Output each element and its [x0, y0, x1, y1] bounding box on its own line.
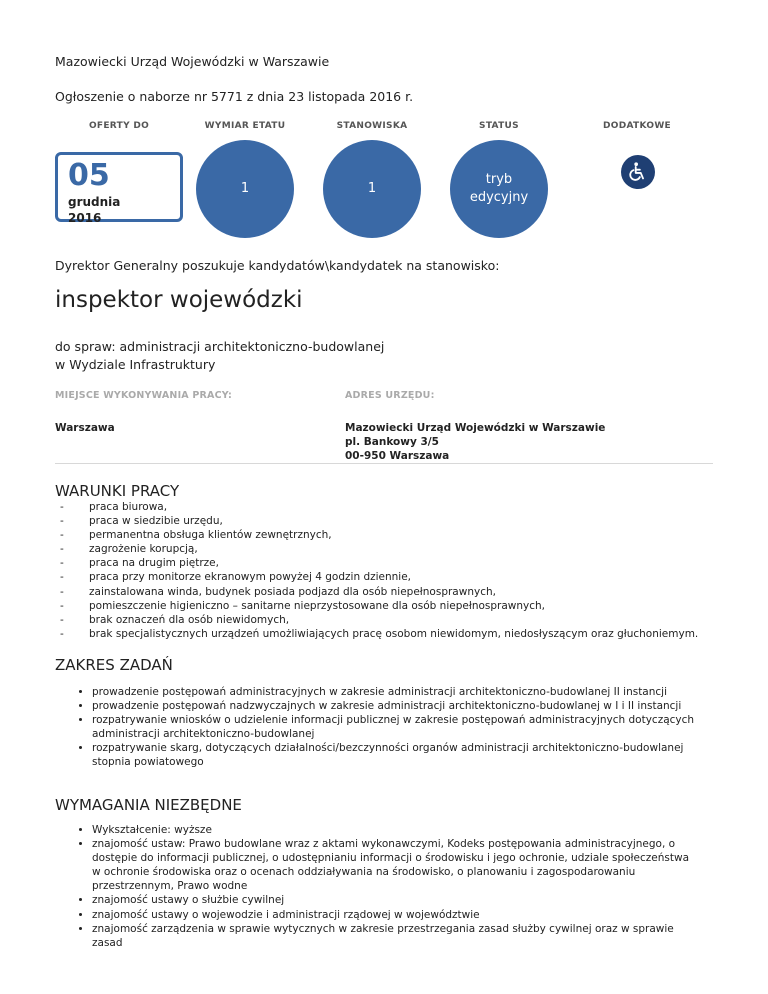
list-item: • znajomość zarządzenia w sprawie wytycznych w zakresie przestrzegania zasad służby cywilnej oraz w sprawie zasad [92, 922, 695, 950]
organization-name: Mazowiecki Urząd Wojewódzki w Warszawie [55, 54, 330, 69]
position-area: do spraw: administracji architektoniczno-budowlanej [55, 339, 385, 354]
list-item: - permanentna obsługa klientów zewnętrznych, [55, 528, 698, 542]
duties-list [55, 685, 695, 770]
work-time-value: 1 [240, 181, 250, 196]
deadline-day: 05 [68, 158, 110, 193]
list-item: • znajomość ustawy o wojewodzie i administracji rządowej w województwie [92, 908, 695, 922]
list-item: • Wykształcenie: wyższe [92, 823, 695, 837]
requirements-heading: WYMAGANIA NIEZBĘDNE [55, 796, 242, 814]
office-address-label: ADRES URZĘDU: [345, 390, 435, 401]
office-address [345, 421, 605, 463]
work-time-circle [196, 140, 294, 238]
list-item: - zagrożenie korupcją, [55, 542, 698, 556]
list-item: - praca w siedzibie urzędu, [55, 514, 698, 528]
list-item: - brak specjalistycznych urządzeń umożliwiających pracę osobom niewidomym, niedosłyszącym oraz głuchoniemym. [55, 627, 698, 641]
offers-until-label: OFERTY DO [88, 121, 150, 131]
list-item: • prowadzenie postępowań nadzwyczajnych w zakresie administracji architektoniczno-budowlanej w I i II instancji [92, 699, 695, 713]
workplace-value: Warszawa [55, 422, 115, 434]
list-item: - praca na drugim piętrze, [55, 556, 698, 570]
positions-label: STANOWISKA [336, 121, 408, 131]
list-item: - pomieszczenie higieniczno – sanitarne nieprzystosowane dla osób niepełnosprawnych, [55, 599, 698, 613]
address-line: Mazowiecki Urząd Wojewódzki w Warszawie [345, 422, 606, 434]
position-department: w Wydziale Infrastruktury [55, 357, 216, 372]
list-item: - praca biurowa, [55, 500, 698, 514]
work-time-label: WYMIAR ETATU [204, 121, 286, 131]
intro-text: Dyrektor Generalny poszukuje kandydatów\kandydatek na stanowisko: [55, 258, 500, 273]
offers-deadline [55, 152, 183, 225]
list-item: • znajomość ustaw: Prawo budowlane wraz z aktami wykonawczymi, Kodeks postępowania administracyjnego, o dostępie do informacji publicznej, o udostępnianiu informacji o środowisku i jego ochronie, udziale społeczeństwa w ochronie środowiska oraz o ocenach oddziaływania na środowisko, o planowaniu i zagospodarowaniu przestrzennym, Prawo wodne [92, 837, 695, 893]
position-subtitle [55, 338, 384, 374]
wheelchair-icon [621, 155, 655, 189]
list-item: • znajomość ustawy o służbie cywilnej [92, 893, 695, 907]
position-title: inspektor wojewódzki [55, 287, 303, 313]
notice-number: Ogłoszenie o naborze nr 5771 z dnia 23 listopada 2016 r. [55, 89, 414, 104]
workplace-label: MIEJSCE WYKONYWANIA PRACY: [55, 390, 233, 401]
status-label: STATUS [479, 121, 519, 131]
list-item: - praca przy monitorze ekranowym powyżej 4 godzin dziennie, [55, 570, 698, 584]
duties-heading: ZAKRES ZADAŃ [55, 656, 173, 674]
additional-label: DODATKOWE [603, 121, 671, 131]
list-item: - zainstalowana winda, budynek posiada podjazd dla osób niepełnosprawnych, [55, 585, 698, 599]
conditions-heading: WARUNKI PRACY [55, 482, 180, 500]
positions-value: 1 [367, 181, 377, 196]
list-item: - brak oznaczeń dla osób niewidomych, [55, 613, 698, 627]
deadline-month: grudnia [68, 195, 121, 209]
list-item: • prowadzenie postępowań administracyjnych w zakresie administracji architektoniczno-budowlanej II instancji [92, 685, 695, 699]
deadline-year: 2016 [68, 211, 102, 225]
list-item: • rozpatrywanie skarg, dotyczących działalności/bezczynności organów administracji architektoniczno-budowlanej stopnia powiatowego [92, 741, 695, 769]
status-circle [450, 140, 548, 238]
requirements-list [55, 823, 695, 950]
address-line: pl. Bankowy 3/5 [345, 436, 439, 448]
positions-circle [323, 140, 421, 238]
status-value: tryb edycyjny [469, 172, 529, 205]
conditions-list [55, 500, 698, 641]
divider [55, 463, 713, 464]
address-line: 00-950 Warszawa [345, 450, 450, 462]
list-item: • rozpatrywanie wniosków o udzielenie informacji publicznej w zakresie postępowań administracyjnych dotyczących administracji architektoniczno-budowlanej [92, 713, 695, 741]
